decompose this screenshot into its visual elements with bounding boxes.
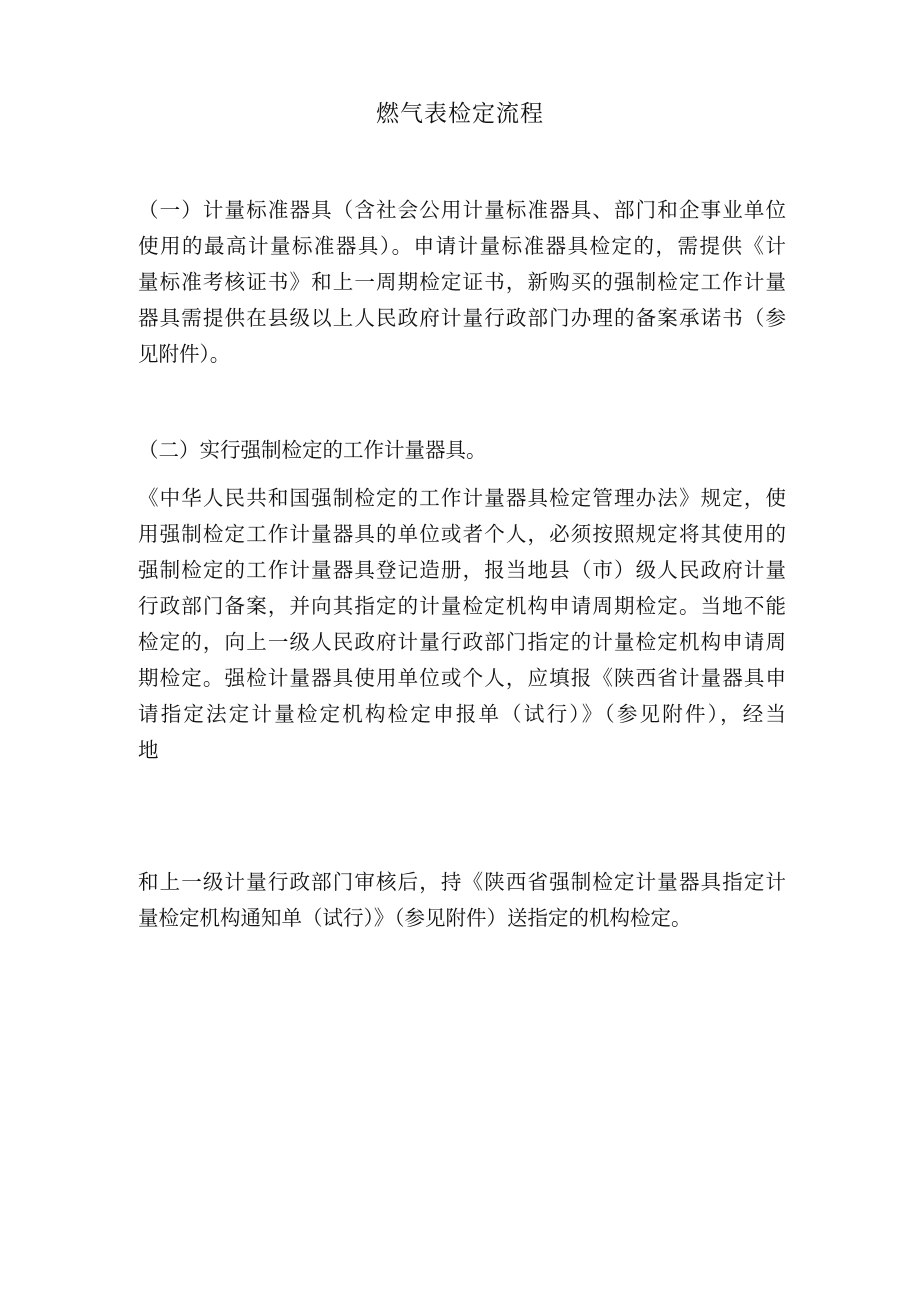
text-line: 期检定。强检计量器具使用单位或个人，应填报《陕西省计量器具申 <box>138 666 786 690</box>
text-line: 和上一级计量行政部门审核后，持《陕西省强制检定计量器具指定计 <box>138 870 786 894</box>
text-line: 用强制检定工作计量器具的单位或者个人，必须按照规定将其使用的 <box>138 522 786 546</box>
text-line: 强制检定的工作计量器具登记造册，报当地县（市）级人民政府计量 <box>138 558 786 582</box>
text-line: （一）计量标准器具（含社会公用计量标准器具、部门和企事业单位 <box>138 198 786 222</box>
text-line: 见附件）。 <box>138 342 231 366</box>
paragraph-regulation-requirements <box>138 480 786 768</box>
paragraph-measurement-standards <box>138 192 786 372</box>
paragraph-approval-process <box>138 864 786 936</box>
text-line: 《中华人民共和国强制检定的工作计量器具检定管理办法》规定，使 <box>138 486 786 510</box>
text-line: 检定的，向上一级人民政府计量行政部门指定的计量检定机构申请周 <box>138 630 786 654</box>
text-line: 器具需提供在县级以上人民政府计量行政部门办理的备案承诺书（参 <box>138 306 786 330</box>
text-line: 使用的最高计量标准器具）。申请计量标准器具检定的，需提供《计 <box>138 234 786 258</box>
document-title: 燃气表检定流程 <box>376 101 544 127</box>
text-line: 量检定机构通知单（试行）》（参见附件）送指定的机构检定。 <box>138 906 692 930</box>
text-line: （二）实行强制检定的工作计量器具。 <box>138 438 487 462</box>
text-line: 量标准考核证书》和上一周期检定证书，新购买的强制检定工作计量 <box>138 270 786 294</box>
text-line: 请指定法定计量检定机构检定申报单（试行）》（参见附件），经当 <box>138 702 786 726</box>
text-line: 行政部门备案，并向其指定的计量检定机构申请周期检定。当地不能 <box>138 594 786 618</box>
text-line: 地 <box>138 738 159 762</box>
paragraph-section-heading <box>138 432 786 468</box>
